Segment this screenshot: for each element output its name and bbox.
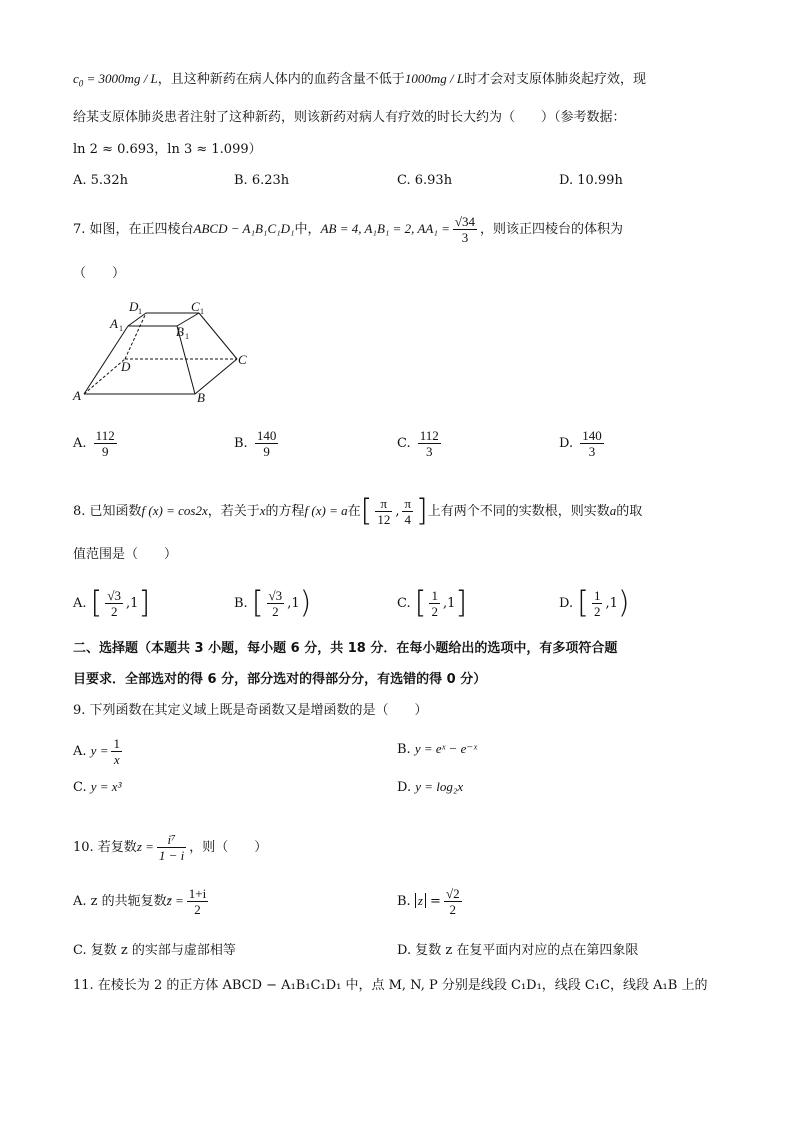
- q7-option-b: B. $\frac{140}{9}$: [234, 428, 277, 459]
- q10-option-d: D. 复数 z 在复平面内对应的点在第四象限: [397, 943, 639, 958]
- svg-text:1: 1: [185, 332, 189, 341]
- q8-option-d: D. [ $\frac{1}{2}$ ,1): [559, 585, 630, 621]
- label-d1: D: [129, 299, 139, 314]
- q9-option-d: D. y = log₂x: [397, 779, 464, 795]
- q6-option-c: C. 6.93h: [397, 173, 453, 188]
- edge-a1-d1: [128, 313, 146, 326]
- label-a1: A: [110, 316, 118, 331]
- q10-stem: 10. 若复数z = $\frac{\text{i⁷}}{1 - i}$ ，则（ ）: [73, 832, 268, 863]
- edge-c-c1: [199, 313, 237, 359]
- q7-stem: 7. 如图，在正四棱台ABCD − A₁B₁C₁D₁中，AB = 4, A₁B₁ = 2, AA₁ = $\frac{√34}{3}$ ，则该正四棱台的体积为: [73, 214, 624, 245]
- q11-stem: 11. 在棱长为 2 的正方体 ABCD − A₁B₁C₁D₁ 中，点 M, N, P 分别是线段 C₁D₁，线段 C₁C，线段 A₁B 上的: [73, 978, 708, 993]
- q9-option-a: A. y = $\frac{1}{x}$: [73, 736, 120, 767]
- label-d: D: [121, 359, 131, 374]
- label-c: C: [238, 352, 247, 367]
- edge-d-d1: [125, 313, 146, 359]
- q8-option-a: A. [ $\frac{√3}{2}$ ,1]: [73, 585, 151, 621]
- frustum-figure: [70, 296, 260, 406]
- section-2-heading-1: 二、选择题（本题共 3 小题，每小题 6 分，共 18 分．在每小题给出的选项中，有多项符合题: [73, 641, 618, 656]
- q6-line-3: ln 2 ≈ 0.693，ln 3 ≈ 1.099）: [73, 142, 262, 157]
- q8-option-c: C. [ $\frac{1}{2}$ ,1]: [397, 585, 468, 621]
- q10-option-b: B. z = $\frac{√2}{2}$: [397, 886, 460, 917]
- svg-text:1: 1: [138, 307, 142, 316]
- q6-option-a: A. 5.32h: [73, 173, 128, 188]
- q7-paren: （ ）: [73, 266, 126, 281]
- q7-option-d: D. $\frac{140}{3}$: [559, 428, 602, 459]
- label-b: B: [197, 390, 205, 405]
- q8-line-2: 值范围是（ ）: [73, 547, 178, 562]
- label-b1: B: [176, 324, 184, 339]
- q6-line-1: $c_0 = 3000mg / L$，且这种新药在病人体内的血药含量不低于1000mg / L时才会对支原体肺炎起疗效，现: [73, 71, 647, 89]
- section-2-heading-2: 目要求．全部选对的得 6 分，部分选对的得部分分，有选错的得 0 分）: [73, 672, 487, 687]
- q6-option-b: B. 6.23h: [234, 173, 290, 188]
- q6-option-d: D. 10.99h: [559, 173, 623, 188]
- svg-text:1: 1: [119, 324, 123, 333]
- q9-option-c: C. y = x³: [73, 779, 122, 795]
- q8-option-b: B. [ $\frac{√3}{2}$ ,1): [234, 585, 312, 621]
- edge-a-d: [84, 359, 125, 394]
- q10-option-a: A. z 的共轭复数z̄ = $\frac{1+i}{2}$: [73, 886, 207, 917]
- label-a: A: [73, 388, 81, 403]
- q10-option-c: C. 复数 z 的实部与虚部相等: [73, 943, 236, 958]
- q7-option-c: C. $\frac{112}{3}$: [397, 428, 439, 459]
- q8-stem: 8. 已知函数f (x) = cos2x，若关于x的方程f (x) = a在[ $\frac{\pi}{12}$ , $\frac{\pi}{4}$ ]上有两个不同的实数根，则实数a的取: [73, 493, 643, 529]
- q6-line-2: 给某支原体肺炎患者注射了这种新药，则该新药对病人有疗效的时长大约为（ ）（参考数据：: [73, 110, 626, 125]
- edge-b-c: [195, 359, 237, 394]
- label-c1: C: [191, 299, 200, 314]
- q9-stem: 9. 下列函数在其定义域上既是奇函数又是增函数的是（ ）: [73, 703, 428, 718]
- q9-option-b: B. y = eˣ − e⁻ˣ: [397, 741, 477, 757]
- svg-text:1: 1: [200, 307, 204, 316]
- q7-option-a: A. $\frac{112}{9}$: [73, 428, 115, 459]
